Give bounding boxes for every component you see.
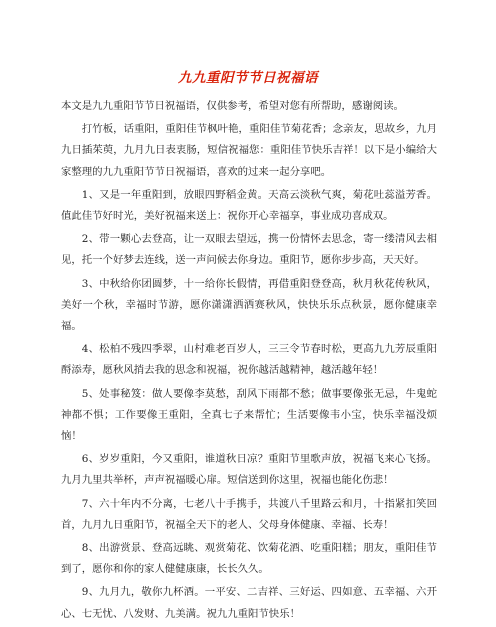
greeting-paragraph-2: 2、带一颗心去登高，让一双眼去望远，携一份情怀去思念，寄一缕清风去相见，托一个好梦去连线，送一声问候去你身边。重阳节，愿你步步高，天天好。: [61, 233, 437, 267]
greeting-paragraph-3: 3、中秋给你团圆梦，十一给你长假情，再借重阳登登高，秋月秋花传秋风，美好一个秋，幸福时节游，愿你潇潇洒洒赛秋风，快快乐乐点秋景，愿你健康幸福。: [61, 277, 437, 333]
greeting-paragraph-1: 1、又是一年重阳到，放眼四野稻金黄。天高云淡秋气爽，菊花吐蕊溢芳香。值此佳节好时光，美好祝福来送上：祝你开心幸福享，事业成功喜成双。: [61, 188, 437, 223]
greeting-paragraph-5: 5、处事秘笈：做人要像李莫愁，刮风下雨都不愁；做事要像张无忌，牛鬼蛇神都不惧；工作要像王重阳，全真七子来帮忙；生活要像韦小宝，快乐幸福没烦恼！: [61, 387, 437, 443]
document-body: [61, 96, 437, 627]
preface-paragraph: 打竹板，话重阳，重阳佳节枫叶艳，重阳佳节菊花香；念亲友，思故乡，九月九日插茱萸，九月九日表衷肠，短信祝福您：重阳佳节快乐吉祥！以下是小编给大家整理的九九重阳节节日祝福语，喜欢的过来一起分享吧。: [61, 123, 437, 178]
greeting-paragraph-8: 8、出游赏景、登高远眺、观赏菊花、饮菊花酒、吃重阳糕；朋友，重阳佳节到了，愿你和你的家人健健康康，长长久久。: [61, 542, 437, 576]
document-title: 九九重阳节节日祝福语: [178, 70, 318, 86]
greeting-paragraph-4: 4、松柏不残四季翠，山村难老百岁人，三三令节春时松，更高九九芳辰重阳酹添寿，愿秋风捎去我的思念和祝福，祝你越活越精神，越活越年轻！: [61, 343, 437, 377]
greeting-paragraph-7: 7、六十年内不分离，七老八十手携手，共渡八千里路云和月，十指紧扣笑回首，九月九日重阳节，祝福全天下的老人、父母身体健康、幸福、长寿！: [61, 497, 437, 531]
intro-paragraph: 本文是九九重阳节节日祝福语，仅供参考，希望对您有所帮助，感谢阅读。: [61, 100, 404, 112]
greeting-paragraph-6: 6、岁岁重阳，今又重阳，谁道秋日凉？重阳节里歌声放，祝福飞来心飞扬。九月九里共举杯，声声祝福暖心扉。短信送到你这里，祝福也能化伤悲！: [61, 453, 437, 487]
greeting-paragraph-9: 9、九月九，敬你九杯酒。一平安、二吉祥、三好运、四如意、五幸福、六开心、七无忧、八发财、九美满。祝九九重阳节快乐！: [61, 586, 437, 620]
